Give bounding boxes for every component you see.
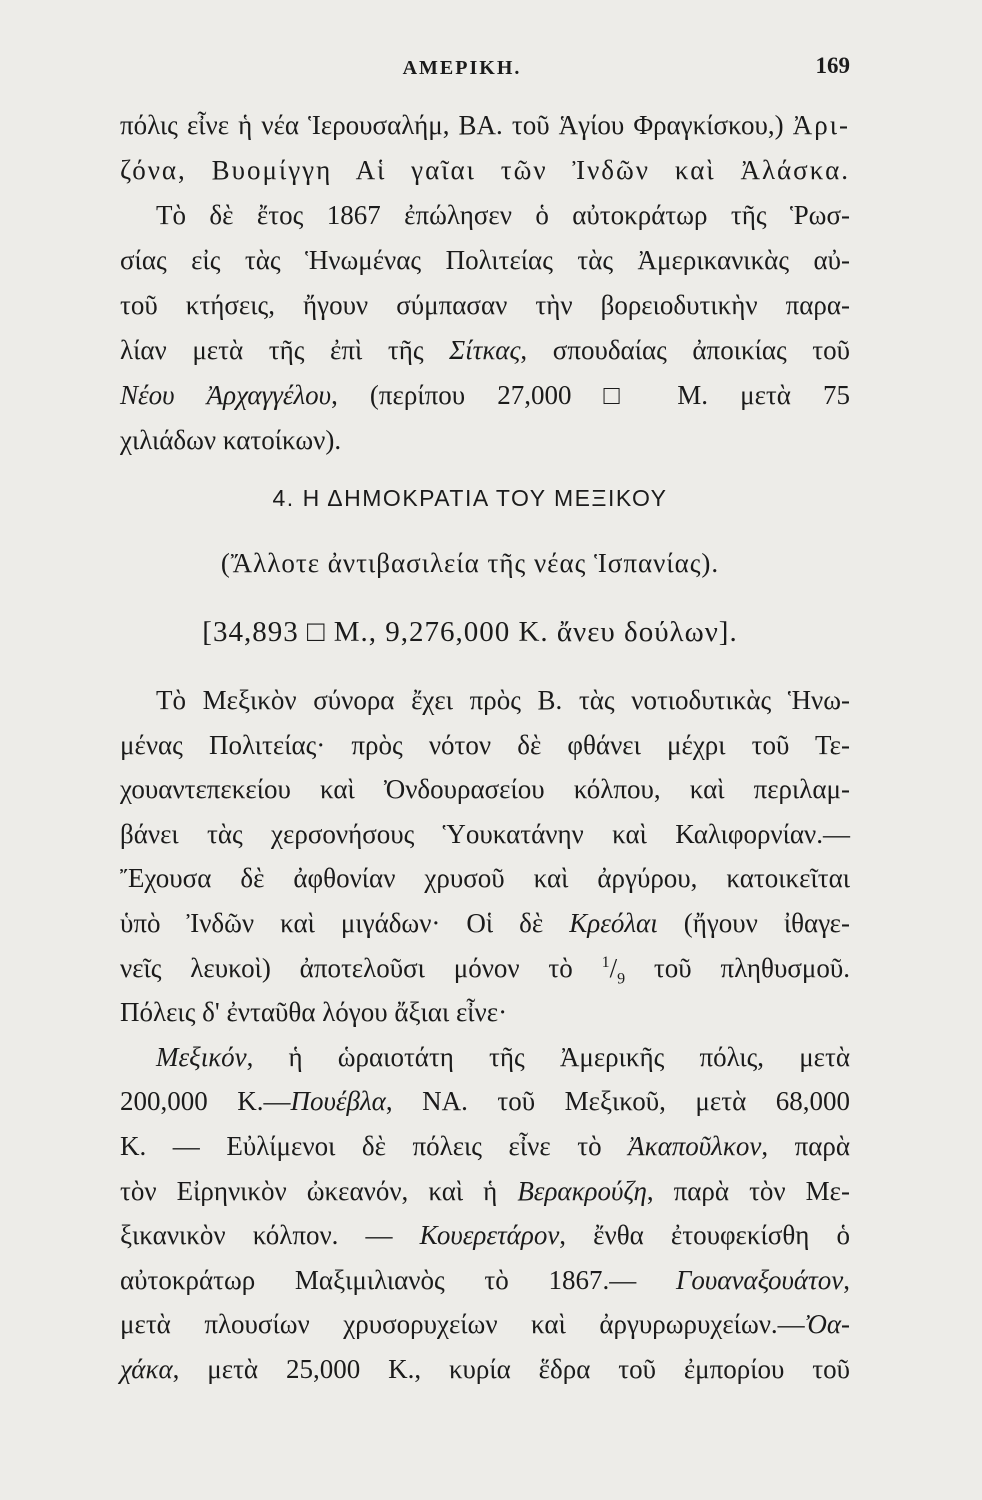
italic-place-name: Κουερετάρον [419,1220,560,1251]
fraction-slash: / [609,952,618,983]
text-line [120,1035,850,1080]
text-line [120,990,850,1035]
text-line [120,901,850,946]
section-heading: 4. Η ΔΗΜΟΚΡΑΤΙΑ ΤΟΥ ΜΕΞΙΚΟΥ [272,485,668,511]
text-segment: τοῦ πληθυσμοῦ. [625,952,850,983]
italic-place-name: Βερακρούζη [517,1175,647,1206]
text-line [120,1079,850,1124]
text-line [120,193,850,238]
text-segment: , σπουδαίας ἀποικίας τοῦ [520,335,850,365]
text-segment: (ἤγουν ἰθαγε- [657,907,851,938]
text-line [120,812,850,857]
text-segment: Τὸ δὲ ἔτος 1867 ἐπώλησεν ὁ αὐτοκράτωρ τῆς Ῥωσ- [156,200,850,230]
fraction-numerator: 1 [601,953,610,971]
section-stats: [34,893 □ Μ., 9,276,000 Κ. ἄνευ δούλων]. [202,616,738,648]
spaced-text-segment: Ἀρι- [792,110,850,140]
text-line [120,723,850,768]
text-segment: μένας Πολιτείας· πρὸς νότον δὲ φθάνει μέχρι τοῦ Τε- [120,729,850,760]
text-segment: , ἡ ὡραιοτάτη τῆς Ἀμερικῆς πόλις, μετὰ [246,1041,850,1072]
text-line [120,103,850,148]
text-segment: , ΝΑ. τοῦ Μεξικοῦ, μετὰ 68,000 [385,1086,850,1117]
text-segment: , παρὰ τὸν Με- [646,1175,850,1206]
paragraph-1 [120,103,850,463]
text-segment: βάνει τὰς χερσονήσους Ὑουκατάνην καὶ Καλιφορνίαν.— [120,818,850,849]
text-line [120,678,850,723]
text-segment: χιλιάδων κατοίκων). [120,425,342,455]
page-number: 169 [815,53,850,78]
text-segment: αὐτοκράτωρ Μαξιμιλιανὸς τὸ 1867.— [120,1264,677,1295]
text-line [120,148,850,193]
text-line [120,1347,850,1392]
text-segment: , [843,1264,850,1295]
text-segment: ξικανικὸν κόλπον. — [120,1220,420,1251]
italic-term: Κρεόλαι [569,907,658,938]
text-segment: σίας εἰς τὰς Ἡνωμένας Πολιτείας τὰς Ἀμερικανικὰς αὐ- [120,245,850,275]
text-segment: , ἔνθα ἐτουφεκίσθη ὁ [559,1220,850,1251]
text-line [120,373,850,418]
section-subtitle: (Ἄλλοτε ἀντιβασιλεία τῆς νέας Ἱσπανίας). [220,548,720,578]
text-line [120,1169,850,1214]
italic-place-name: Νέου Ἀρχαγγέλου [120,380,332,410]
italic-place-name: Ὀα- [804,1309,850,1340]
italic-place-name: Πουέβλα [290,1086,386,1117]
text-segment: , παρὰ [761,1130,851,1161]
italic-place-name: Ἀκαποῦλκον [628,1130,762,1161]
text-segment: Πόλεις δ' ἐνταῦθα λόγου ἄξιαι εἶνε· [120,997,508,1028]
spaced-text-segment: ζόνα, Βυομίγγη Αἱ γαῖαι τῶν Ἰνδῶν καὶ Ἀλάσκα. [120,155,850,185]
text-segment: τοῦ κτήσεις, ἤγουν σύμπασαν τὴν βορειοδυτικὴν παρα- [120,290,850,320]
italic-place-name: Σίτκας [449,335,521,365]
fraction-denominator: 9 [617,969,626,987]
text-line [120,238,850,283]
text-segment: ὑπὸ Ἰνδῶν καὶ μιγάδων· Οἱ δὲ [120,907,570,938]
text-segment: χουαντεπεκείου καὶ Ὀνδουρασείου κόλπου, καὶ περιλαμ- [120,774,850,805]
text-line [120,1213,850,1258]
text-segment: νεῖς λευκοὶ) ἀποτελοῦσι μόνον τὸ [120,952,602,983]
text-segment: λίαν μετὰ τῆς ἐπὶ τῆς [120,335,450,365]
text-line [120,1124,850,1169]
text-line [120,1302,850,1347]
text-segment: , μετὰ 25,000 Κ., κυρία ἕδρα τοῦ ἐμπορίου τοῦ [172,1353,850,1384]
italic-place-name: Μεξικόν [156,1041,247,1072]
running-head-title: ΑΜΕΡΙΚΗ. [402,57,522,79]
text-line [120,946,850,991]
paragraph-2 [120,678,850,1392]
text-segment: πόλις εἶνε ἡ νέα Ἱερουσαλήμ, ΒΑ. τοῦ Ἁγίου Φραγκίσκου,) [120,110,793,140]
text-segment: Τὸ Μεξικὸν σύνορα ἔχει πρὸς Β. τὰς νοτιοδυτικὰς Ἡνω- [156,685,850,715]
text-line [120,418,850,463]
text-segment: μετὰ πλουσίων χρυσορυχείων καὶ ἀργυρωρυχείων.— [120,1309,805,1340]
text-line [120,283,850,328]
text-segment: Ἔχουσα δὲ ἀφθονίαν χρυσοῦ καὶ ἀργύρου, κατοικεῖται [120,863,850,894]
italic-place-name: χάκα [120,1353,173,1384]
italic-place-name: Γουαναξουάτον [676,1264,844,1295]
text-segment: 200,000 Κ.— [120,1086,291,1117]
text-line [120,856,850,901]
text-line [120,1258,850,1303]
text-line [120,328,850,373]
text-segment: Κ. — Εὐλίμενοι δὲ πόλεις εἶνε τὸ [120,1130,629,1161]
text-segment: , (περίπου 27,000 □ Μ. μετὰ 75 [331,380,851,410]
text-segment: τὸν Εἰρηνικὸν ὠκεανόν, καὶ ἡ [120,1175,518,1206]
text-line [120,767,850,812]
